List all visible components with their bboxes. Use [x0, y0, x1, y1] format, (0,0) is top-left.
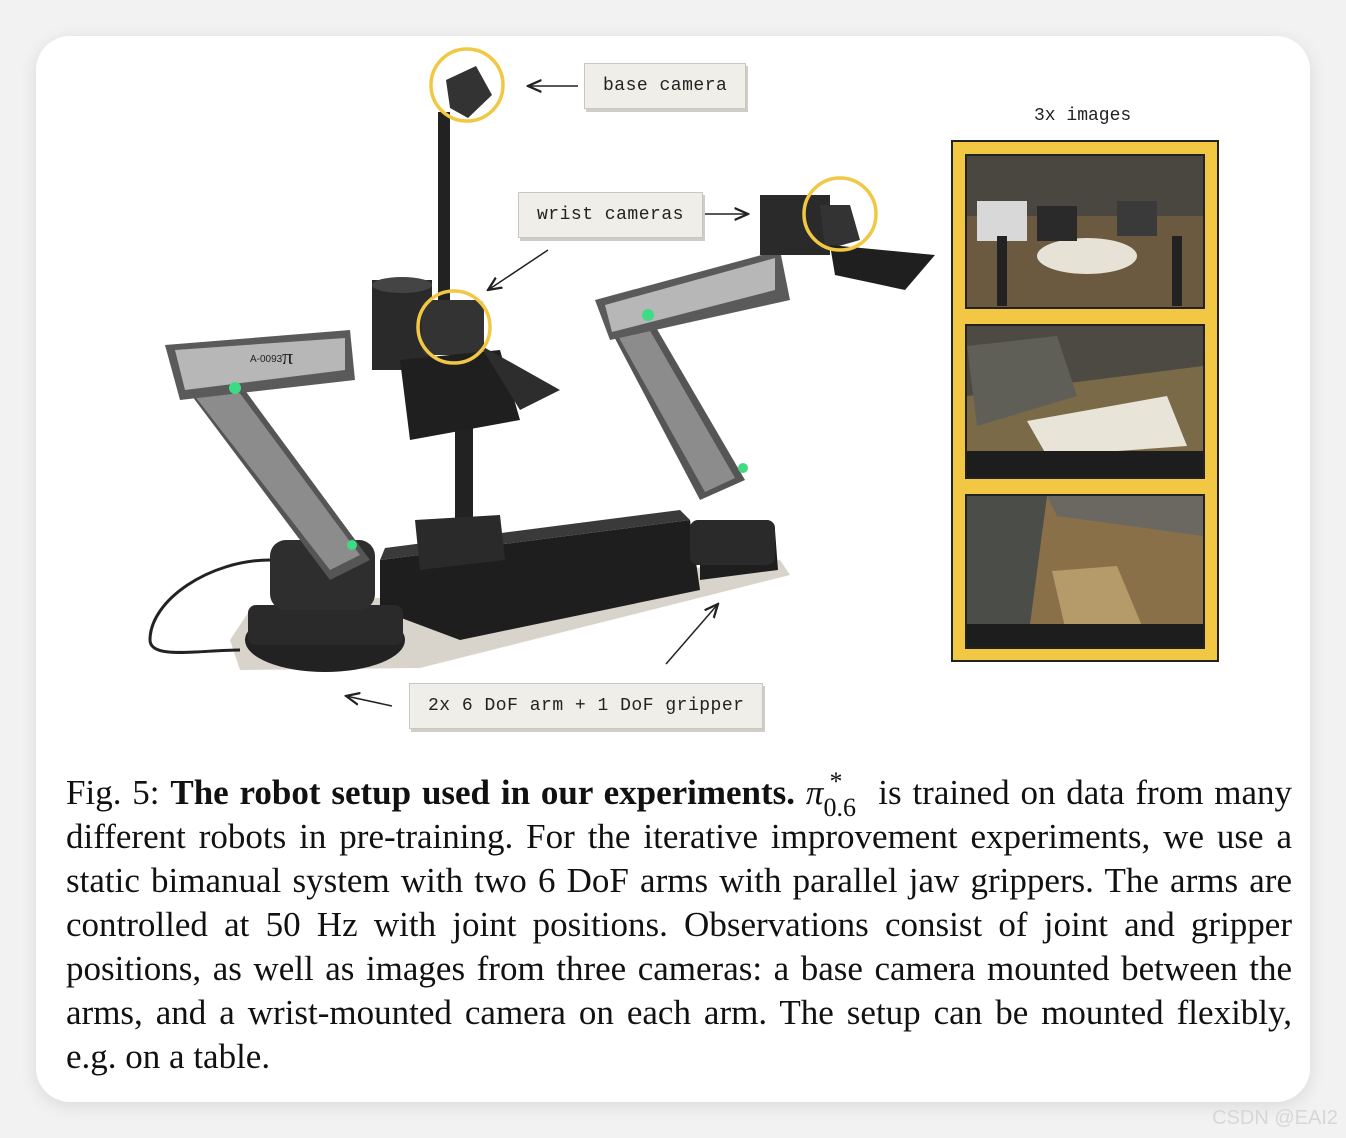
caption-body: is trained on data from many different robots in pre-training. For the iterative improvement experiments, we use a static bimanual system with two 6 DoF arms with parallel jaw grippers. The arms are controlled at 50 Hz with joint positions. Observations consist of joint and gripper positions, as well as images from three cameras: a base camera mounted between the arms, and a wrist-mounted camera on each arm. The setup can be mounted flexibly, e.g. on a table.	[66, 773, 1293, 1076]
figure-caption	[66, 767, 1293, 1079]
caption-prefix: Fig. 5:	[66, 773, 160, 812]
base-camera-image	[965, 154, 1205, 309]
arm-arrow-right	[666, 604, 718, 664]
camera-images-panel	[951, 140, 1219, 662]
images-label: 3x images	[1034, 106, 1132, 126]
robot-marking: A-0093	[250, 354, 283, 365]
wrist-camera-arrow-left	[488, 250, 548, 290]
wrist-cameras-label: wrist cameras	[518, 192, 703, 238]
left-arm	[150, 330, 405, 672]
pi-subscript-superscript	[823, 767, 867, 822]
watermark: CSDN @EAI2	[1212, 1107, 1338, 1129]
right-wrist-camera-image	[965, 494, 1205, 649]
left-wrist-camera-image	[965, 324, 1205, 479]
caption-title: The robot setup used in our experiments.	[170, 773, 796, 812]
robot-logo: π	[282, 344, 294, 369]
base-camera-label: base camera	[584, 63, 746, 109]
left-gripper	[372, 277, 560, 440]
pi-sub: 0.6	[823, 793, 856, 822]
right-arm	[595, 195, 935, 565]
arm-label: 2x 6 DoF arm + 1 DoF gripper	[409, 683, 763, 729]
arm-arrow-left	[346, 696, 392, 706]
pi-sup: *	[829, 767, 843, 796]
pi-symbol: π	[805, 773, 824, 812]
